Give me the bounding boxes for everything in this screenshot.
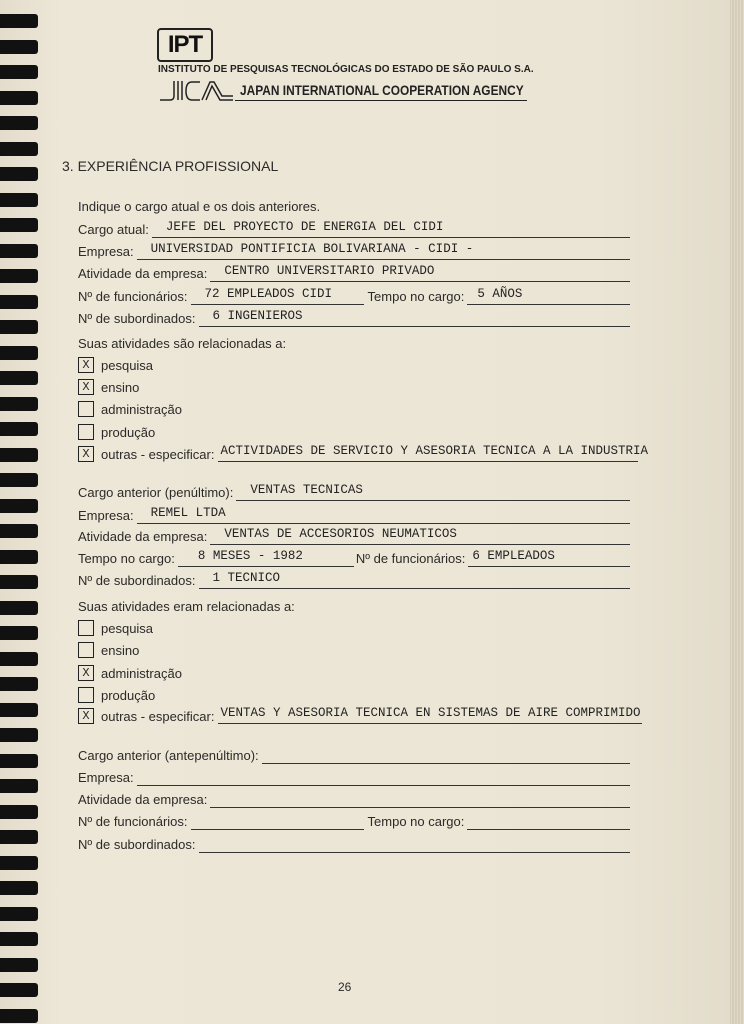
antepenultimo-funcionarios-field[interactable] [191,815,364,830]
page-number: 26 [338,980,352,994]
label: Tempo no cargo: [367,814,465,829]
spiral-ring [0,601,38,615]
spiral-ring [0,473,38,487]
spiral-ring [0,805,38,819]
checkbox-label: outras - especificar: [101,708,215,724]
previous-activity-2 [78,665,182,681]
checkbox[interactable]: X [78,357,94,373]
label: Nº de funcionários: [355,551,466,566]
jica-name: JAPAN INTERNATIONAL COOPERATION AGENCY [240,82,524,98]
previous-subordinados-field[interactable] [199,571,631,589]
previous-subordinados-row [78,569,630,589]
value: REMEL LTDA [150,506,226,520]
spiral-ring [0,1009,38,1023]
current-atividade-row [78,262,630,282]
spiral-ring [0,116,38,130]
current-empresa-field[interactable] [137,242,630,260]
previous-atividade-row [78,525,630,545]
current-activity-4 [78,443,649,462]
label: Cargo atual: [78,222,149,237]
antepenultimo-funcionarios-row [78,810,630,830]
label: Empresa: [78,244,134,259]
label: Cargo anterior (antepenúltimo): [78,748,259,763]
label: Empresa: [78,508,134,523]
value: 6 EMPLEADOS [472,549,555,563]
spiral-ring [0,193,38,207]
section-title: 3. EXPERIÊNCIA PROFISSIONAL [62,158,279,174]
current-cargo-row [78,218,630,238]
specify-field[interactable] [218,705,642,724]
previous-funcionarios-field[interactable] [468,549,630,567]
spiral-ring [0,295,38,309]
current-activity-2 [78,401,182,417]
label: Nº de subordinados: [78,311,196,326]
checkbox[interactable]: X [78,665,94,681]
spiral-ring [0,65,38,79]
checkbox-label: administração [101,665,182,681]
value: 8 MESES - 1982 [197,549,303,563]
previous-activity-3 [78,687,155,703]
spiral-ring [0,983,38,997]
antepenultimo-atividade-field[interactable] [210,793,630,808]
antepenultimo-subordinados-field[interactable] [199,838,631,853]
current-cargo-field[interactable] [152,220,630,238]
spiral-ring [0,575,38,589]
label: Nº de funcionários: [78,814,188,829]
current-empresa-row [78,240,630,260]
previous-tempo-row [78,547,630,567]
checkbox-label: produção [101,687,156,703]
current-activity-1 [78,379,139,395]
spiral-ring [0,499,38,513]
current-atividade-field[interactable] [210,264,630,282]
label: Atividade da empresa: [78,529,208,544]
value: VENTAS Y ASESORIA TECNICA EN SISTEMAS DE AIRE COMPRIMIDO [220,705,641,720]
checkbox-label: produção [101,424,156,440]
spiral-ring [0,524,38,538]
spiral-ring [0,626,38,640]
value: VENTAS DE ACCESORIOS NEUMATICOS [224,527,457,541]
spiral-ring [0,907,38,921]
current-activity-3 [78,424,155,440]
label: Nº de funcionários: [78,289,188,304]
antepenultimo-subordinados-row [78,833,630,853]
antepenultimo-tempo-field[interactable] [467,815,630,830]
spiral-ring [0,652,38,666]
checkbox[interactable] [78,687,94,703]
spiral-ring [0,397,38,411]
checkbox-label: outras - especificar: [101,446,215,462]
checkbox-label: ensino [101,379,140,395]
checkbox[interactable] [78,620,94,636]
current-funcionarios-field[interactable] [191,287,364,305]
spiral-ring [0,728,38,742]
value: VENTAS TECNICAS [250,483,363,497]
label: Empresa: [78,770,134,785]
antepenultimo-empresa-field[interactable] [137,771,630,786]
checkbox[interactable] [78,642,94,658]
value: 72 EMPLEADOS CIDI [204,287,333,301]
checkbox-label: administração [101,401,182,417]
value: 5 AÑOS [477,287,523,301]
antepenultimo-cargo-row [78,744,630,764]
current-activity-0 [78,357,153,373]
checkbox[interactable]: X [78,446,94,462]
spiral-ring [0,550,38,564]
spiral-ring [0,881,38,895]
spiral-ring [0,856,38,870]
antepenultimo-cargo-field[interactable] [262,749,630,764]
spiral-ring [0,167,38,181]
spiral-ring [0,269,38,283]
page-edges [730,0,744,1024]
label: Nº de subordinados: [78,573,196,588]
label: Nº de subordinados: [78,837,196,852]
value: UNIVERSIDAD PONTIFICIA BOLIVARIANA - CIDI - [150,242,474,256]
spiral-ring [0,91,38,105]
spiral-ring [0,677,38,691]
spiral-ring [0,703,38,717]
previous-atividade-field[interactable] [210,527,630,545]
spiral-ring [0,448,38,462]
previous-activity-0 [78,620,153,636]
value: JEFE DEL PROYECTO DE ENERGIA DEL CIDI [165,220,444,234]
spiral-ring [0,218,38,232]
previous-tempo-field[interactable] [178,549,354,567]
intro-text: Indique o cargo atual e os dois anteriores. [78,199,321,214]
spiral-ring [0,244,38,258]
previous-cargo-row [78,481,630,501]
spiral-ring [0,371,38,385]
previous-activity-4 [78,705,642,724]
spiral-ring [0,779,38,793]
spiral-ring [0,830,38,844]
spiral-ring [0,422,38,436]
previous-activity-1 [78,642,139,658]
ipt-logo: IPT [157,28,213,62]
checkbox[interactable] [78,401,94,417]
checkbox-label: pesquisa [101,357,154,373]
previous-activities-label: Suas atividades eram relacionadas a: [78,599,295,614]
previous-cargo-field[interactable] [236,483,630,501]
checkbox[interactable] [78,424,94,440]
spiral-ring [0,958,38,972]
jica-logo [158,80,233,102]
spiral-ring [0,142,38,156]
label: Cargo anterior (penúltimo): [78,485,234,500]
institute-name: INSTITUTO DE PESQUISAS TECNOLÓGICAS DO ESTADO DE SÃO PAULO S.A. [158,64,534,75]
spiral-ring [0,40,38,54]
previous-empresa-field[interactable] [137,506,630,524]
label: Tempo no cargo: [78,551,175,566]
antepenultimo-empresa-row [78,766,630,786]
antepenultimo-atividade-row [78,788,630,808]
current-subordinados-row [78,307,630,327]
checkbox[interactable]: X [78,379,94,395]
value: ACTIVIDADES DE SERVICIO Y ASESORIA TECNICA A LA INDUSTRIA [220,443,649,458]
spiral-ring [0,320,38,334]
current-tempo-field[interactable] [467,287,630,305]
checkbox-label: pesquisa [101,620,154,636]
header-rule [235,100,527,101]
value: 6 INGENIEROS [212,309,303,323]
spiral-ring [0,932,38,946]
label: Tempo no cargo: [367,289,465,304]
label: Atividade da empresa: [78,266,208,281]
value: 1 TECNICO [212,571,281,585]
label: Atividade da empresa: [78,792,208,807]
current-funcionarios-row [78,285,630,305]
spiral-ring [0,754,38,768]
checkbox-label: ensino [101,642,140,658]
checkbox[interactable]: X [78,708,94,724]
previous-empresa-row [78,504,630,524]
spiral-ring [0,346,38,360]
current-subordinados-field[interactable] [199,309,631,327]
value: CENTRO UNIVERSITARIO PRIVADO [224,264,435,278]
specify-field[interactable] [218,443,649,462]
current-activities-label: Suas atividades são relacionadas a: [78,336,287,351]
spiral-ring [0,14,38,28]
